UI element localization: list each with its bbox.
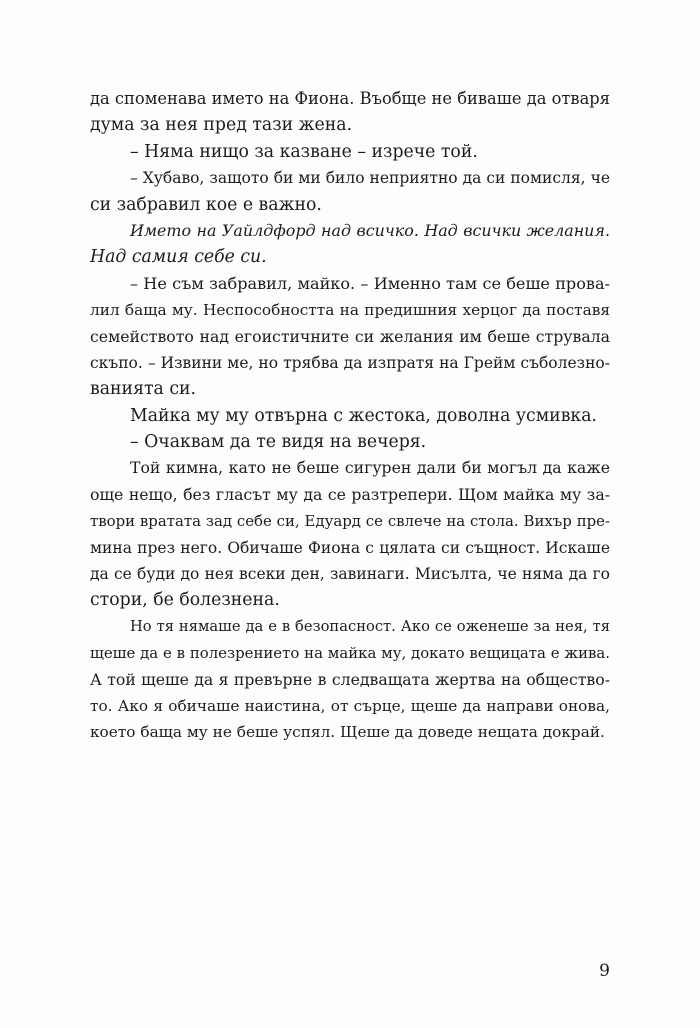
text-line: скъпо. – Извини ме, но трябва да изпратя на Грейм съболезно- (90, 353, 610, 372)
text-line: да споменава името на Фиона. Въобще не биваше да отваря (90, 89, 610, 108)
page-number: 9 (599, 961, 610, 981)
text-line: Той кимна, като не беше сигурен дали би могъл да каже (130, 458, 610, 478)
text-line: щеше да е в полезрението на майка му, докато вещицата е жива. (90, 644, 610, 663)
text-line: – Очаквам да те видя на вечеря. (130, 432, 427, 453)
text-line: ванията си. (90, 379, 197, 400)
text-line: мина през него. Обичаше Фиона с цялата си същност. Искаше (90, 538, 610, 557)
text-line: твори вратата зад себе си, Едуард се свлече на стола. Вихър пре- (90, 512, 610, 531)
text-line: Майка му му отвърна с жестока, доволна усмивка. (130, 405, 598, 426)
text-line: да се буди до нея всеки ден, завинаги. Мисълта, че няма да го (90, 565, 610, 584)
text-line: – Хубаво, защото би ми било неприятно да си помисля, че (130, 169, 610, 188)
text-line: – Няма нищо за казване – изрече той. (130, 141, 478, 162)
text-line: Над самия себе си. (90, 247, 267, 268)
text-line: А той щеше да я превърне в следващата жертва на общество- (90, 669, 610, 689)
body-text (90, 86, 610, 746)
text-line: то. Ако я обичаше наистина, от сърце, щеше да направи онова, (90, 696, 610, 715)
text-line: си забравил кое е важно. (90, 194, 322, 215)
text-line: стори, бе болезнена. (90, 590, 280, 611)
text-line: Името на Уайлдфорд над всичко. Над всички желания. (130, 220, 610, 240)
text-line: още нещо, без гласът му да се разтрепери. Щом майка му за- (90, 484, 610, 504)
text-line: дума за нея пред тази жена. (90, 115, 353, 136)
text-line: Но тя нямаше да е в безопасност. Ако се оженеше за нея, тя (130, 617, 610, 635)
text-line: лил баща му. Неспособността на предишния херцог да поставя (90, 301, 610, 320)
text-line: – Не съм забравил, майко. – Именно там се беше прова- (130, 273, 610, 293)
text-line: семейството над егоистичните си желания им беше струвала (90, 326, 610, 346)
text-line: което баща му не беше успял. Щеше да доведе нещата докрай. (90, 723, 605, 742)
